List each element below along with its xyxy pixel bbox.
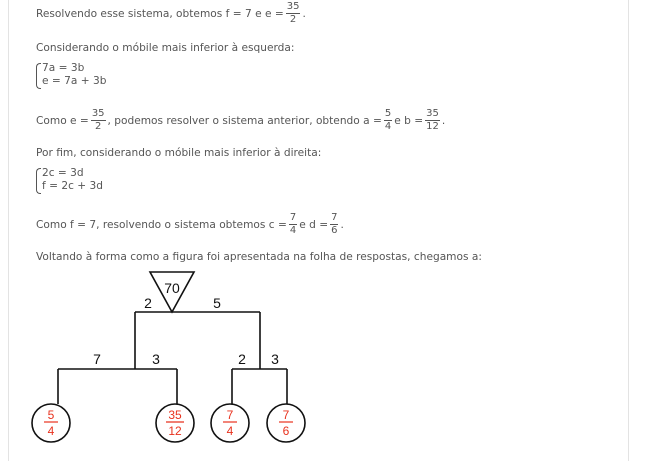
equation-system-right xyxy=(36,167,103,193)
weight-1-denominator: 4 xyxy=(47,424,55,438)
weight-2-denominator: 12 xyxy=(168,424,182,438)
fraction-denominator: 6 xyxy=(331,225,338,236)
top-left-arm-label: 2 xyxy=(144,295,152,311)
weight-3-numerator: 7 xyxy=(226,408,234,422)
equation-1: 7a = 3b xyxy=(42,62,85,74)
period: . xyxy=(441,114,446,127)
fraction-numerator: 35 xyxy=(426,108,439,119)
fraction-denominator: 4 xyxy=(384,121,392,132)
fraction-e xyxy=(286,2,301,25)
top-weight-label: 70 xyxy=(164,280,180,296)
paragraph-result-f-e xyxy=(36,2,306,25)
period: . xyxy=(302,7,306,20)
period: . xyxy=(340,218,344,231)
weight-2-numerator: 35 xyxy=(168,408,182,422)
paragraph-text: e d = xyxy=(299,218,329,231)
equation-1: 2c = 3d xyxy=(42,167,84,179)
fraction-denominator: 4 xyxy=(289,225,297,236)
paragraph-text: , podemos resolver o sistema anterior, obtendo a = xyxy=(107,114,382,127)
paragraph-text: e b = xyxy=(394,114,424,127)
equation-system-left xyxy=(36,62,106,88)
weight-1-numerator: 5 xyxy=(47,408,55,422)
fraction-a-value xyxy=(384,109,392,132)
left-brace xyxy=(36,168,41,194)
equation-2: e = 7a + 3b xyxy=(42,75,107,87)
paragraph-right-mobile xyxy=(36,146,321,160)
fraction-denominator: 2 xyxy=(94,121,102,132)
weight-4-numerator: 7 xyxy=(282,408,290,422)
equation-2: f = 2c + 3d xyxy=(42,180,103,192)
paragraph-solve-left xyxy=(36,109,445,132)
fraction-numerator: 7 xyxy=(289,212,297,223)
fraction-c-value xyxy=(289,213,297,236)
left-brace xyxy=(36,63,41,89)
paragraph-text: Como f = 7, resolvendo o sistema obtemos c = xyxy=(36,218,287,231)
top-right-arm-label: 5 xyxy=(213,295,221,311)
paragraph-left-mobile xyxy=(36,41,294,55)
paragraph-final-figure xyxy=(36,250,482,264)
paragraph-text: Como e = xyxy=(36,114,89,127)
right-bar-right-arm-label: 3 xyxy=(271,351,279,367)
fraction-numerator: 5 xyxy=(384,108,392,119)
fraction-denominator: 2 xyxy=(289,14,297,25)
left-bar-left-arm-label: 7 xyxy=(93,351,101,367)
weight-4-denominator: 6 xyxy=(282,424,290,438)
fraction-b-value xyxy=(425,109,440,132)
paragraph-text: Considerando o móbile mais inferior à esquerda: xyxy=(36,42,295,54)
fraction-numerator: 7 xyxy=(331,212,338,223)
paragraph-text: Resolvendo esse sistema, obtemos f = 7 e e = xyxy=(36,7,284,20)
paragraph-text: Voltando à forma como a figura foi apresentada na folha de respostas, chegamos a: xyxy=(36,251,482,263)
fraction-denominator: 12 xyxy=(426,121,439,132)
fraction-numerator: 35 xyxy=(286,1,300,12)
right-bar-left-arm-label: 2 xyxy=(238,351,246,367)
paragraph-text: Por fim, considerando o móbile mais inferior à direita: xyxy=(36,147,322,159)
fraction-numerator: 35 xyxy=(91,108,105,119)
weight-3-denominator: 4 xyxy=(226,424,234,438)
mobile-figure xyxy=(30,268,320,454)
left-bar-right-arm-label: 3 xyxy=(152,351,160,367)
fraction-e-value xyxy=(91,109,106,132)
paragraph-solve-right xyxy=(36,213,344,236)
fraction-d-value xyxy=(330,213,338,236)
